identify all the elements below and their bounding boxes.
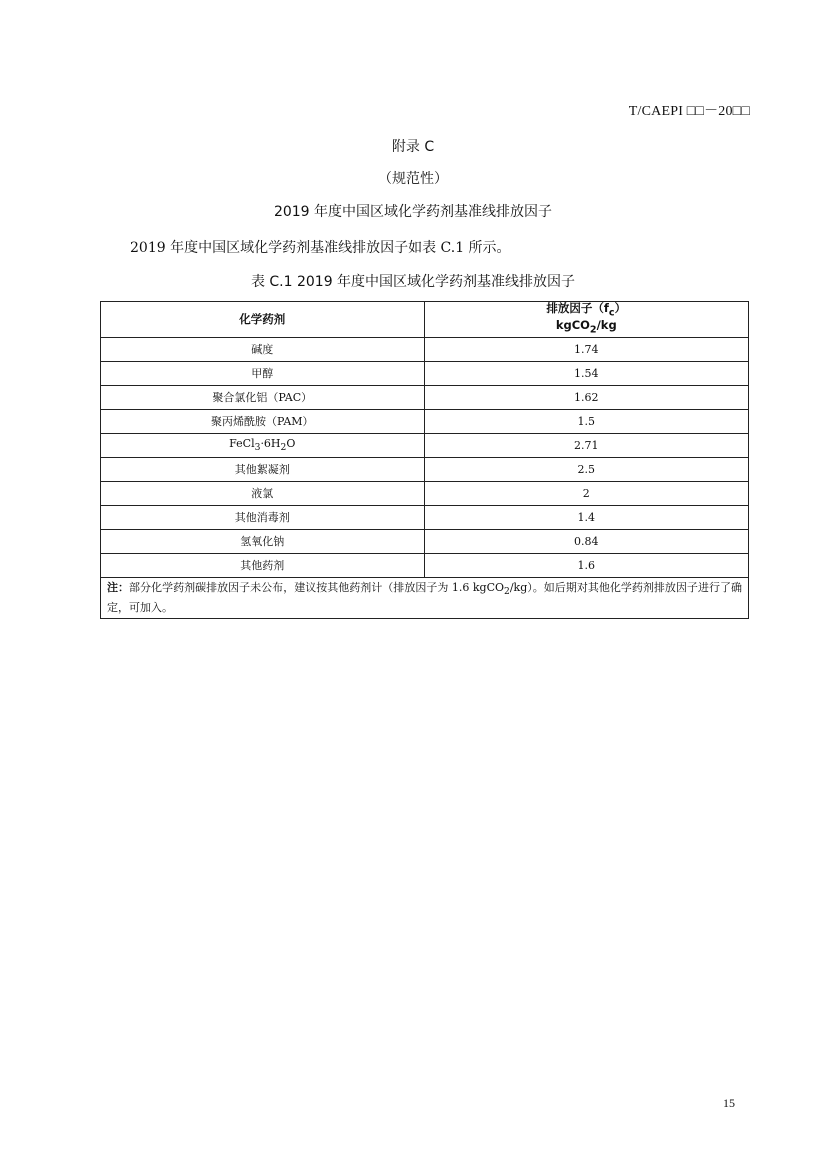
table-row — [101, 529, 749, 553]
cell-chemical: 液氯 — [101, 481, 425, 505]
table-row — [101, 385, 749, 409]
cell-chemical: 碱度 — [101, 337, 425, 361]
cell-factor: 1.54 — [424, 361, 748, 385]
intro-paragraph: 2019 年度中国区域化学药剂基准线排放因子如表 C.1 所示。 — [130, 240, 511, 256]
cell-factor: 2.71 — [424, 433, 748, 457]
cell-chemical: 其他消毒剂 — [101, 505, 425, 529]
header-unit-subscript: 2 — [589, 324, 597, 336]
emission-factor-table — [100, 301, 749, 619]
cell-factor: 1.62 — [424, 385, 748, 409]
cell-chemical — [101, 433, 425, 457]
note-subscript: 2 — [504, 585, 510, 597]
cell-factor: 0.84 — [424, 529, 748, 553]
header-unit-post: /kg — [596, 318, 617, 333]
cell-chemical: 聚合氯化铝（PAC） — [101, 385, 425, 409]
table-note — [101, 577, 749, 618]
note-text: 部分化学药剂碳排放因子未公布，建议按其他药剂计（排放因子为 1.6 kgCO — [129, 580, 505, 594]
table-row — [101, 553, 749, 577]
note-label: 注： — [107, 580, 130, 594]
cell-factor: 1.74 — [424, 337, 748, 361]
cell-chemical: 甲醇 — [101, 361, 425, 385]
table-row — [101, 457, 749, 481]
note-text-tail: /kg）。如后期对其他化学药剂排放因子进行了确定，可加入。 — [107, 580, 742, 614]
table-note-row — [101, 577, 749, 618]
cell-chemical: 聚丙烯酰胺（PAM） — [101, 409, 425, 433]
formula-subscript: 2 — [280, 442, 287, 454]
cell-chemical: 其他絮凝剂 — [101, 457, 425, 481]
table-row — [101, 505, 749, 529]
header-unit-pre: kgCO — [555, 318, 590, 333]
table-row — [101, 361, 749, 385]
cell-chemical: 其他药剂 — [101, 553, 425, 577]
cell-factor: 2.5 — [424, 457, 748, 481]
section-title: 2019 年度中国区域化学药剂基准线排放因子 — [273, 204, 553, 220]
header-chemical: 化学药剂 — [101, 302, 425, 338]
header-factor-subscript: c — [608, 307, 615, 319]
table-caption: 表 C.1 2019 年度中国区域化学药剂基准线排放因子 — [250, 274, 576, 290]
table-row — [101, 481, 749, 505]
header-emission-factor — [424, 302, 748, 338]
cell-factor: 2 — [424, 481, 748, 505]
cell-factor: 1.5 — [424, 409, 748, 433]
formula-part: FeCl — [229, 437, 255, 450]
header-factor-label: 排放因子（f — [546, 301, 609, 315]
document-code: T/CAEPI □□－20□□ — [628, 104, 750, 119]
table-row — [101, 433, 749, 457]
formula-subscript: 3 — [254, 442, 261, 454]
cell-chemical: 氢氧化钠 — [101, 529, 425, 553]
table-header-row — [101, 302, 749, 338]
table-row — [101, 337, 749, 361]
appendix-title: 附录 C — [391, 139, 435, 155]
cell-factor: 1.4 — [424, 505, 748, 529]
appendix-nature: （规范性） — [378, 171, 448, 187]
cell-factor: 1.6 — [424, 553, 748, 577]
header-factor-close: ） — [614, 301, 627, 315]
table-row — [101, 409, 749, 433]
formula-part: O — [286, 437, 296, 450]
page-number: 15 — [723, 1096, 735, 1110]
formula-part: ·6H — [260, 437, 281, 450]
